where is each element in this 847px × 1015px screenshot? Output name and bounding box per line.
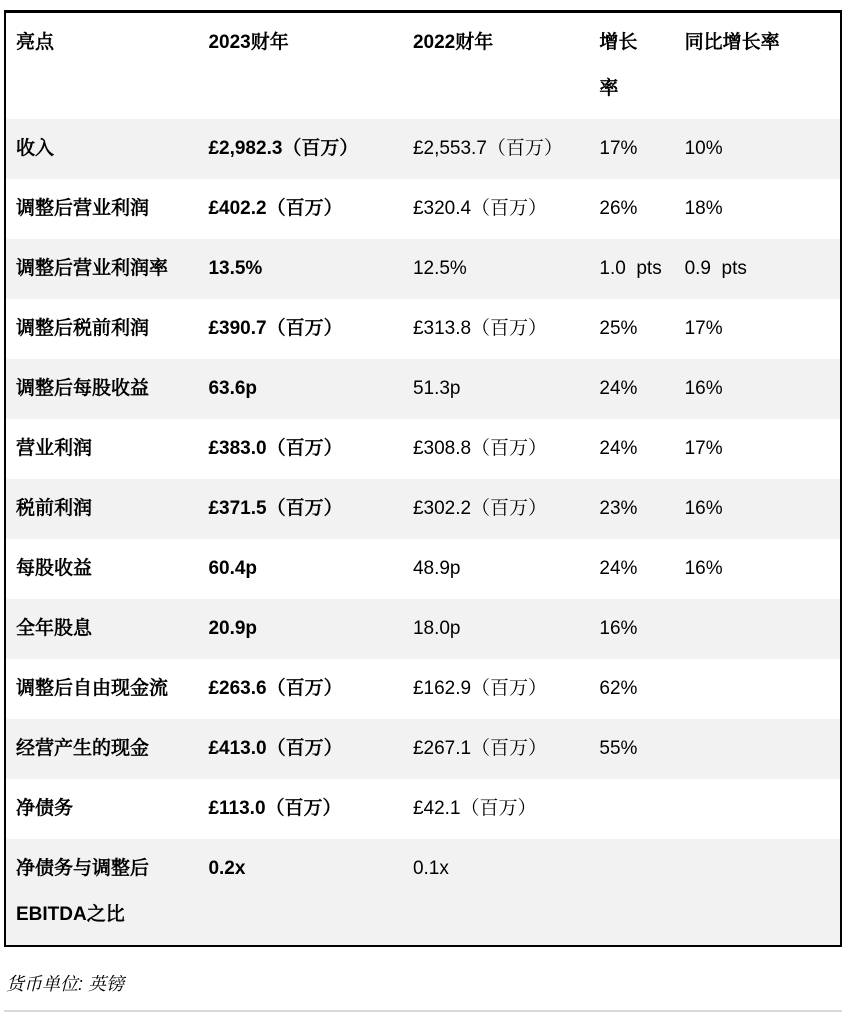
cell-fy2023: £383.0（百万）: [208, 438, 343, 459]
cell-label: 全年股息: [5, 599, 198, 659]
cell-yoy: 16%: [684, 558, 723, 579]
cell-yoy: 17%: [684, 318, 723, 339]
table-row: [5, 599, 841, 659]
cell-fy2022: 51.3p: [403, 359, 589, 419]
table-row: [5, 119, 841, 179]
cell-yoy: 18%: [684, 198, 723, 219]
cell-label: 税前利润: [5, 479, 198, 539]
cell-fy2022: £313.8（百万）: [412, 318, 548, 339]
cell-fy2023: £402.2（百万）: [208, 198, 343, 219]
cell-growth: 16%: [589, 599, 674, 659]
cell-fy2022: £42.1（百万）: [412, 798, 537, 819]
cell-growth: 23%: [589, 479, 674, 539]
table-row: [5, 359, 841, 419]
cell-fy2023: £263.6（百万）: [208, 678, 343, 699]
cell-yoy: [675, 839, 841, 946]
cell-growth: 55%: [589, 719, 674, 779]
table-row: [5, 779, 841, 839]
cell-yoy: 0.9 pts: [675, 239, 841, 299]
cell-fy2022: £308.8（百万）: [412, 438, 548, 459]
cell-yoy: [675, 659, 841, 719]
cell-growth: 62%: [599, 678, 638, 699]
cell-growth: 24%: [599, 558, 638, 579]
cell-fy2022: £267.1（百万）: [403, 719, 589, 779]
cell-yoy: [675, 779, 841, 839]
financial-highlights-table: [4, 10, 842, 947]
cell-fy2023: £113.0（百万）: [208, 798, 342, 819]
cell-fy2022: £320.4（百万）: [412, 198, 548, 219]
cell-fy2023: £413.0（百万）: [198, 719, 402, 779]
cell-growth: 1.0 pts: [589, 239, 674, 299]
cell-fy2023: £390.7（百万）: [208, 318, 343, 339]
cell-label: 调整后自由现金流: [16, 678, 169, 699]
cell-label: 调整后税前利润: [16, 318, 150, 339]
cell-growth: [589, 779, 674, 839]
col-header-growth-label: 增长率: [599, 32, 638, 99]
cell-growth: 24%: [589, 359, 674, 419]
cell-fy2023: 20.9p: [198, 599, 402, 659]
cell-growth: [589, 839, 674, 946]
col-header-yoy-growth: 同比增长率: [684, 32, 780, 53]
table-row: [5, 839, 841, 946]
cell-fy2023: 0.2x: [198, 839, 402, 946]
col-header-fy2023: 2023财年: [208, 32, 289, 53]
cell-growth: 26%: [599, 198, 638, 219]
cell-fy2023: £371.5（百万）: [198, 479, 402, 539]
table-row: [5, 719, 841, 779]
table-row: [5, 539, 841, 599]
cell-label: 调整后营业利润: [16, 198, 150, 219]
cell-fy2022: 0.1x: [403, 839, 589, 946]
cell-label: 收入: [5, 119, 198, 179]
cell-label: 调整后每股收益: [5, 359, 198, 419]
cell-label: 营业利润: [16, 438, 93, 459]
cell-label: 经营产生的现金: [5, 719, 198, 779]
col-header-fy2022: 2022财年: [412, 32, 494, 53]
cell-fy2023: 63.6p: [198, 359, 402, 419]
cell-fy2023: 60.4p: [208, 558, 258, 579]
cell-fy2023: 13.5%: [198, 239, 402, 299]
cell-yoy: 10%: [675, 119, 841, 179]
col-header-highlights: 亮点: [16, 32, 55, 53]
table-row: [5, 479, 841, 539]
table-row: [5, 659, 841, 719]
cell-growth: 24%: [599, 438, 638, 459]
cell-yoy: [675, 599, 841, 659]
cell-fy2023: £2,982.3（百万）: [198, 119, 402, 179]
cell-label: 每股收益: [16, 558, 93, 579]
cell-label: 调整后营业利润率: [5, 239, 198, 299]
table-row: [5, 239, 841, 299]
cell-fy2022: £162.9（百万）: [412, 678, 548, 699]
cell-fy2022: £302.2（百万）: [403, 479, 589, 539]
header-row: [5, 12, 841, 120]
cell-fy2022: 48.9p: [412, 558, 461, 579]
bottom-divider: [4, 1010, 842, 1012]
cell-yoy: 16%: [675, 479, 841, 539]
cell-label: 净债务: [16, 798, 74, 819]
currency-note: 货币单位: 英镑: [6, 974, 125, 994]
cell-label: 净债务与调整后EBITDA之比: [5, 839, 198, 946]
cell-fy2022: £2,553.7（百万）: [403, 119, 589, 179]
cell-yoy: 16%: [675, 359, 841, 419]
cell-yoy: 17%: [684, 438, 723, 459]
cell-fy2022: 18.0p: [403, 599, 589, 659]
cell-fy2022: 12.5%: [403, 239, 589, 299]
table-row: [5, 419, 841, 479]
cell-yoy: [675, 719, 841, 779]
table-row: [5, 179, 841, 239]
col-header-growth: [589, 12, 674, 120]
table-row: [5, 299, 841, 359]
table-body: [5, 119, 841, 946]
cell-growth: 25%: [599, 318, 638, 339]
cell-growth: 17%: [589, 119, 674, 179]
